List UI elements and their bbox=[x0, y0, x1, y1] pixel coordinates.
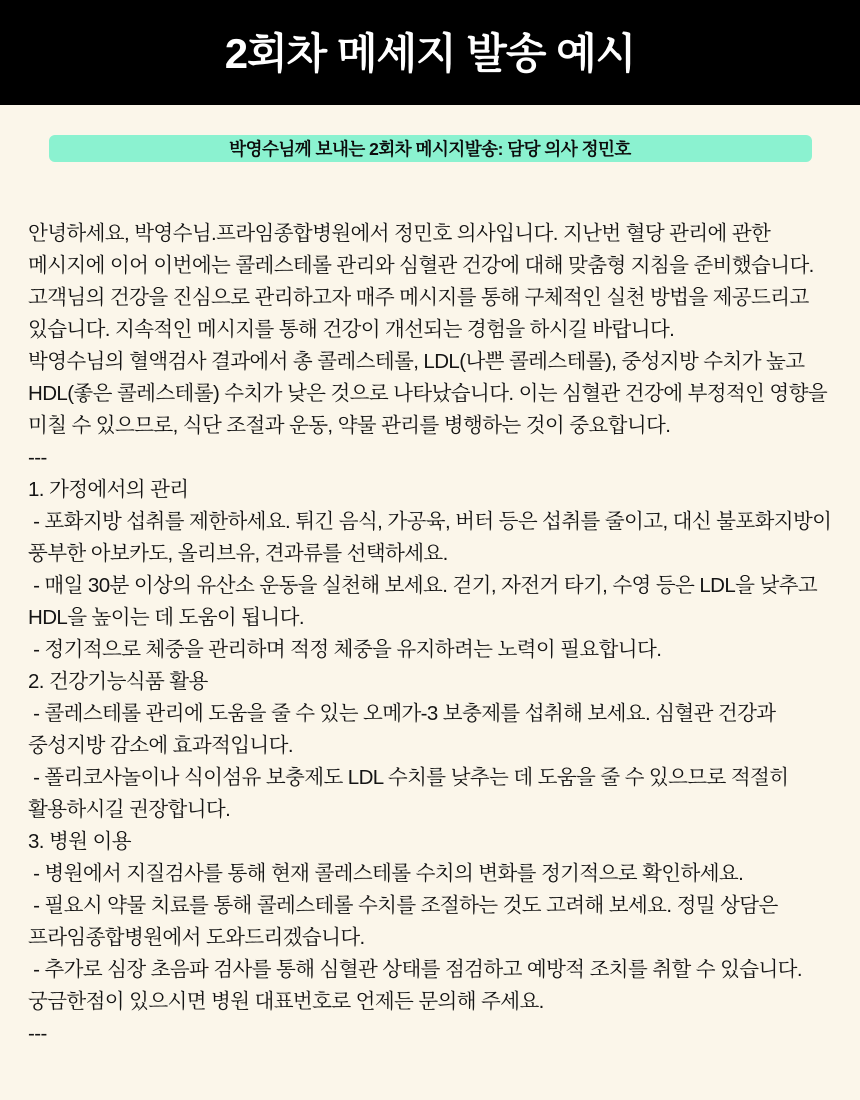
subtitle-row bbox=[0, 135, 860, 162]
subtitle-text: 박영수님께 보내는 2회차 메시지발송: 담당 의사 정민호 bbox=[229, 139, 631, 159]
message-line: 박영수님의 혈액검사 결과에서 총 콜레스테롤, LDL(나쁜 콜레스테롤), 중성지방 수치가 높고 HDL(좋은 콜레스테롤) 수치가 낮은 것으로 나타났습니다. 이는 심혈관 건강에 부정적인 영향을 미칠 수 있으므로, 식단 조절과 운동, 약물 관리를 병행하는 것이 중요합니다. bbox=[28, 350, 833, 437]
message-line: - 병원에서 지질검사를 통해 현재 콜레스테롤 수치의 변화를 정기적으로 확인하세요. bbox=[28, 862, 744, 885]
message-body bbox=[0, 218, 860, 1050]
message-line: 안녕하세요, 박영수님.프라임종합병원에서 정민호 의사입니다. 지난번 혈당 관리에 관한 메시지에 이어 이번에는 콜레스테롤 관리와 심혈관 건강에 대해 맞춤형 지침을 준비했습니다.고객님의 건강을 진심으로 관리하고자 매주 메시지를 통해 구체적인 실천 방법을 제공드리고 있습니다. 지속적인 메시지를 통해 건강이 개선되는 경험을 하시길 바랍니다. bbox=[28, 222, 814, 341]
message-line: - 추가로 심장 초음파 검사를 통해 심혈관 상태를 점검하고 예방적 조치를 취할 수 있습니다.궁금한점이 있으시면 병원 대표번호로 언제든 문의해 주세요. bbox=[28, 958, 802, 1013]
message-line: - 정기적으로 체중을 관리하며 적정 체중을 유지하려는 노력이 필요합니다. bbox=[28, 638, 662, 661]
message-line: --- bbox=[28, 446, 47, 469]
message-line: 2. 건강기능식품 활용 bbox=[28, 670, 208, 693]
message-line: - 폴리코사놀이나 식이섬유 보충제도 LDL 수치를 낮추는 데 도움을 줄 수 있으므로 적절히 활용하시길 권장합니다. bbox=[28, 766, 794, 821]
subtitle-highlight bbox=[49, 135, 812, 162]
message-line: --- bbox=[28, 1022, 47, 1045]
message-line: - 필요시 약물 치료를 통해 콜레스테롤 수치를 조절하는 것도 고려해 보세요. 정밀 상담은 프라임종합병원에서 도와드리겠습니다. bbox=[28, 894, 783, 949]
header-bar bbox=[0, 0, 860, 105]
message-line: 1. 가정에서의 관리 bbox=[28, 478, 189, 501]
message-line: - 콜레스테롤 관리에 도움을 줄 수 있는 오메가-3 보충제를 섭취해 보세요. 심혈관 건강과 중성지방 감소에 효과적입니다. bbox=[28, 702, 781, 757]
message-line: 3. 병원 이용 bbox=[28, 830, 131, 853]
message-line: - 포화지방 섭취를 제한하세요. 튀긴 음식, 가공육, 버터 등은 섭취를 줄이고, 대신 불포화지방이 풍부한 아보카도, 올리브유, 견과류를 선택하세요. bbox=[28, 510, 837, 565]
message-line: - 매일 30분 이상의 유산소 운동을 실천해 보세요. 걷기, 자전거 타기, 수영 등은 LDL을 낮추고 HDL을 높이는 데 도움이 됩니다. bbox=[28, 574, 823, 629]
page-title: 2회차 메세지 발송 예시 bbox=[224, 29, 636, 77]
